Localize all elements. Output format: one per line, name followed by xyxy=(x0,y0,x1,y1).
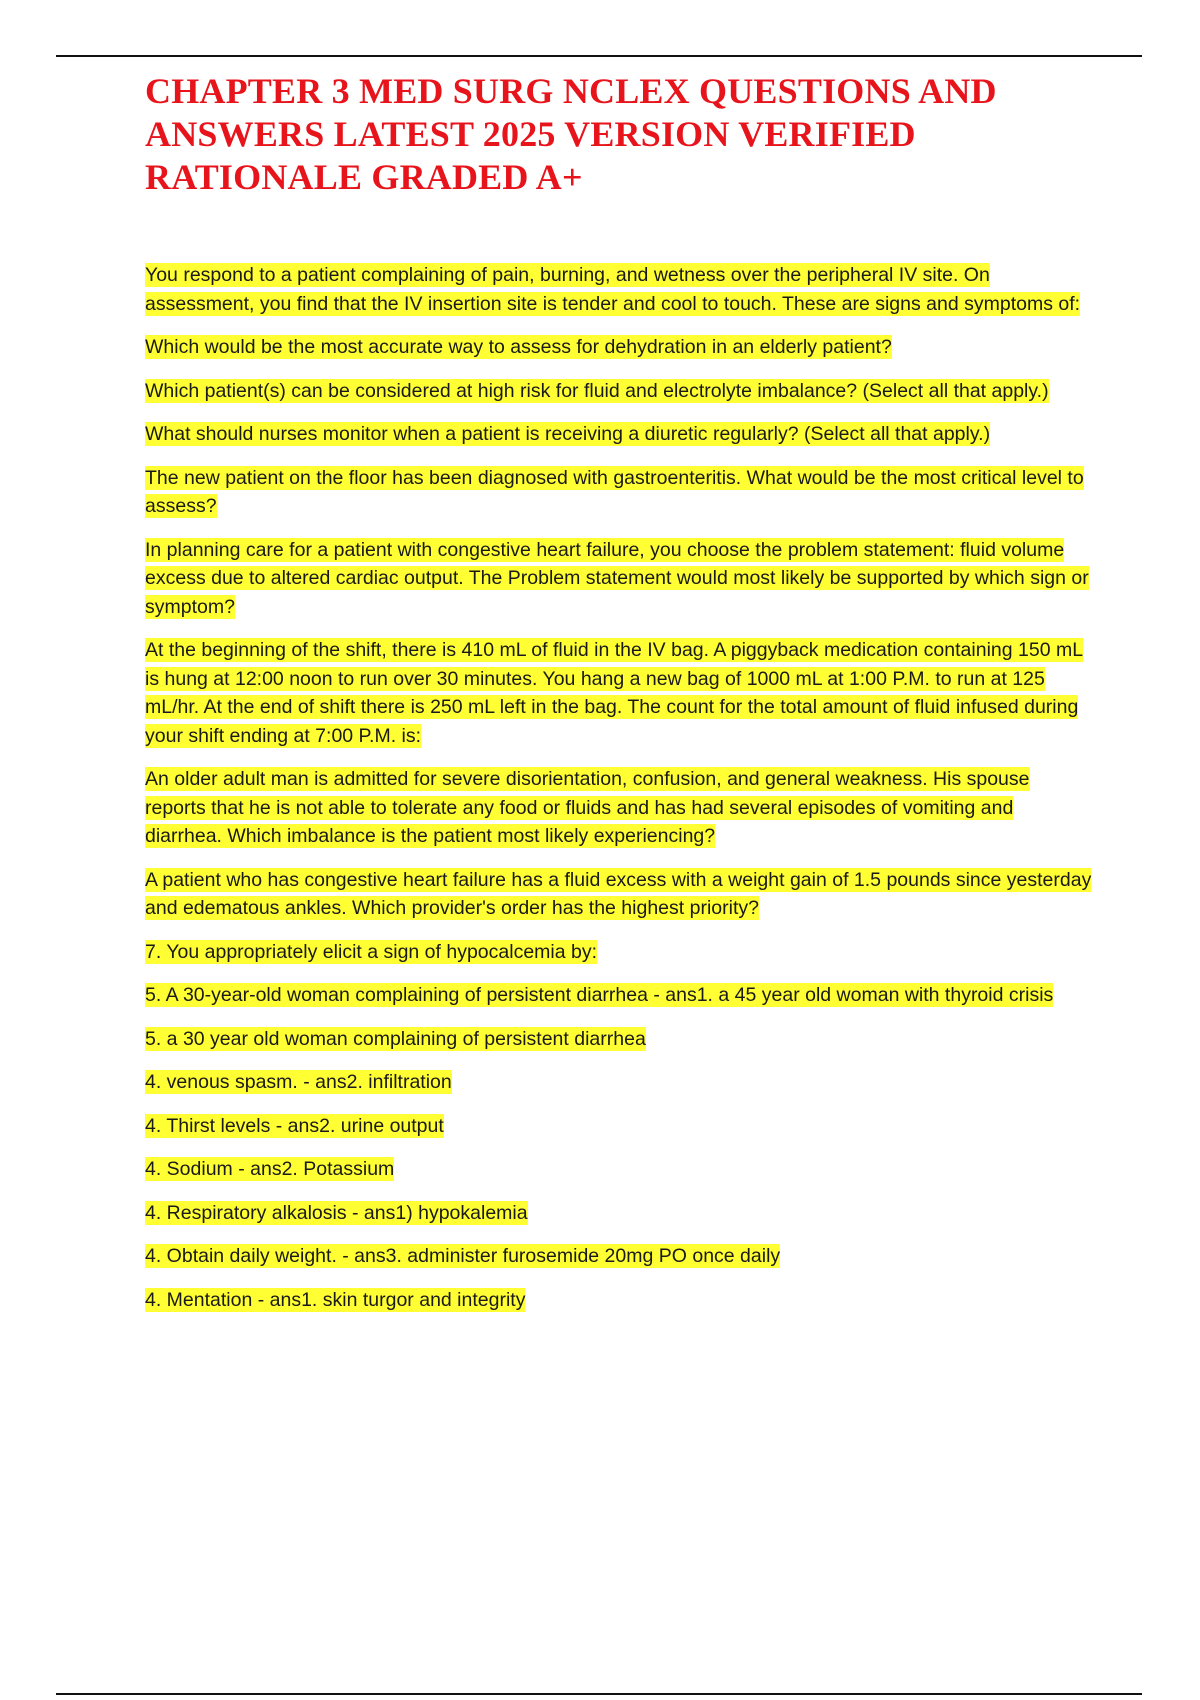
question-text: At the beginning of the shift, there is 410 mL of fluid in the IV bag. A piggyback medication containing 150 mL is hung at 12:00 noon to run over 30 minutes. You hang a new bag of 1000 mL at 1:00 P.M. to run at 125 mL/hr. At the end of shift there is 250 mL left in the bag. The count for the total amount of fluid infused during your shift ending at 7:00 P.M. is: xyxy=(145,639,1084,747)
answer-item xyxy=(145,1112,1095,1141)
answer-item xyxy=(145,1242,1095,1271)
answer-text: 4. venous spasm. - ans2. infiltration xyxy=(145,1071,452,1093)
question-item xyxy=(145,464,1095,521)
answer-item xyxy=(145,1068,1095,1097)
question-text: Which would be the most accurate way to assess for dehydration in an elderly patient? xyxy=(145,336,892,358)
answer-item xyxy=(145,981,1095,1010)
answer-item xyxy=(145,1286,1095,1315)
question-text: Which patient(s) can be considered at high risk for fluid and electrolyte imbalance? (Select all that apply.) xyxy=(145,379,1049,402)
document-title: CHAPTER 3 MED SURG NCLEX QUESTIONS AND ANSWERS LATEST 2025 VERSION VERIFIED RATIONALE GRADED A+ xyxy=(145,71,997,197)
top-rule xyxy=(56,55,1142,57)
answer-item xyxy=(145,1025,1095,1054)
question-text: The new patient on the floor has been diagnosed with gastroenteritis. What would be the most critical level to assess? xyxy=(145,466,1084,517)
answer-text: 4. Respiratory alkalosis - ans1) hypokalemia xyxy=(145,1201,528,1224)
question-item xyxy=(145,536,1095,622)
answer-text: 4. Mentation - ans1. skin turgor and integrity xyxy=(145,1288,526,1311)
answer-item xyxy=(145,1155,1095,1184)
question-item xyxy=(145,333,1095,362)
question-item xyxy=(145,636,1095,750)
answer-text: 4. Sodium - ans2. Potassium xyxy=(145,1158,395,1180)
question-item xyxy=(145,765,1095,851)
question-text: An older adult man is admitted for severe disorientation, confusion, and general weakness. His spouse reports that he is not able to tolerate any food or fluids and has had several episodes of vomiting and diarrhea. Which imbalance is the patient most likely experiencing? xyxy=(145,768,1030,847)
document-body xyxy=(145,70,1095,1329)
bottom-rule xyxy=(56,1693,1142,1695)
question-text: What should nurses monitor when a patient is receiving a diuretic regularly? (Select all that apply.) xyxy=(145,423,991,445)
question-item xyxy=(145,261,1095,318)
question-text: In planning care for a patient with congestive heart failure, you choose the problem statement: fluid volume excess due to altered cardiac output. The Problem statement would most likely be supported by which sign or symptom? xyxy=(145,538,1089,618)
question-item xyxy=(145,377,1095,406)
question-text: You respond to a patient complaining of pain, burning, and wetness over the peripheral IV site. On assessment, you find that the IV insertion site is tender and cool to touch. These are signs and symptoms of: xyxy=(145,264,1081,315)
answer-text: 5. a 30 year old woman complaining of persistent diarrhea xyxy=(145,1027,646,1050)
question-item xyxy=(145,420,1095,449)
question-item xyxy=(145,866,1095,923)
answer-item xyxy=(145,1199,1095,1228)
answer-text: 4. Obtain daily weight. - ans3. administer furosemide 20mg PO once daily xyxy=(145,1245,781,1267)
answer-text: 4. Thirst levels - ans2. urine output xyxy=(145,1114,444,1137)
answer-text: 5. A 30-year-old woman complaining of persistent diarrhea - ans1. a 45 year old woman with thyroid crisis xyxy=(145,984,1054,1006)
question-text: A patient who has congestive heart failure has a fluid excess with a weight gain of 1.5 pounds since yesterday and edematous ankles. Which provider's order has the highest priority? xyxy=(145,868,1092,919)
question-text: 7. You appropriately elicit a sign of hypocalcemia by: xyxy=(145,940,598,963)
question-item xyxy=(145,938,1095,967)
